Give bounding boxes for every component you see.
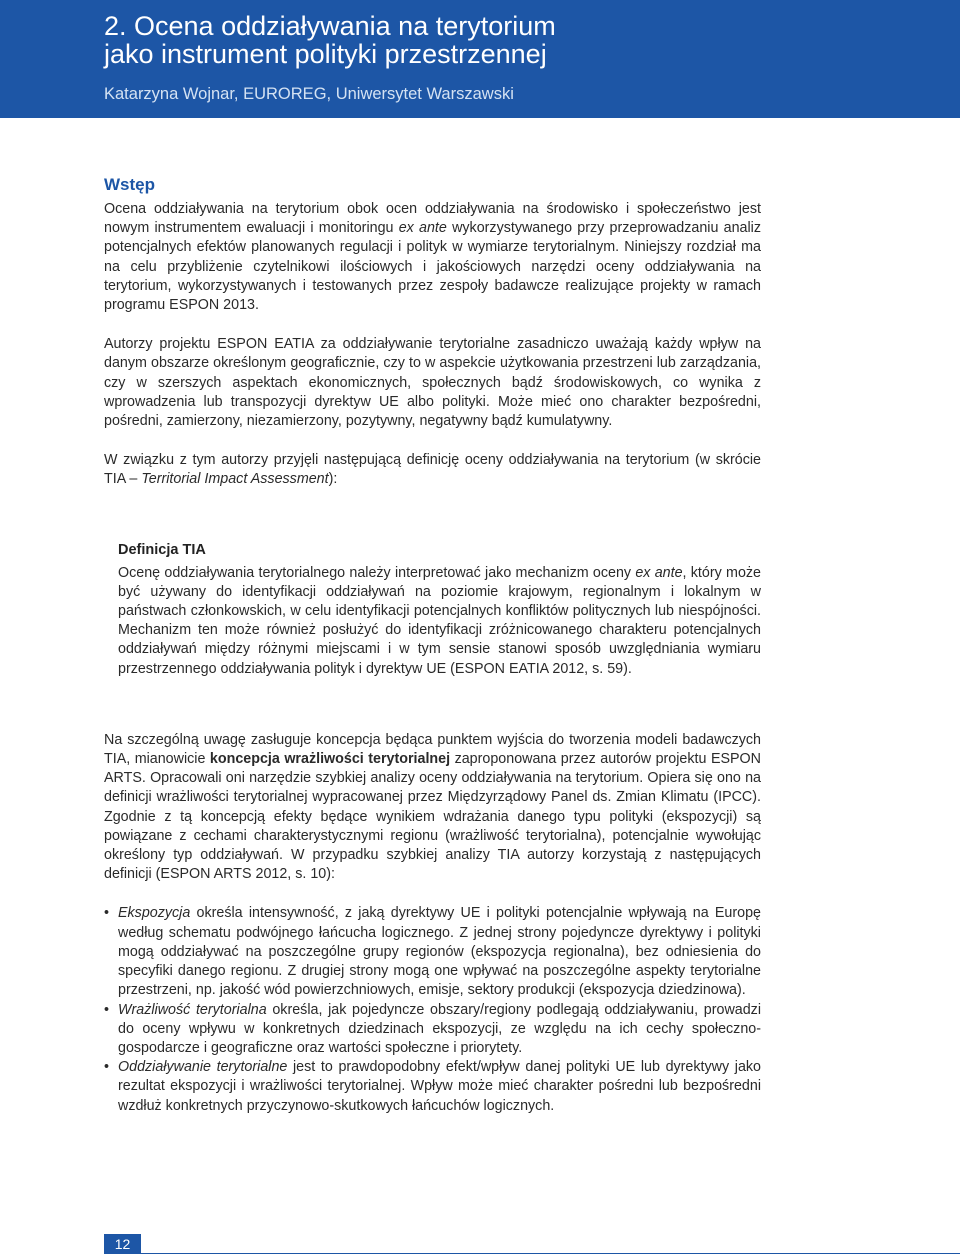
list-item	[104, 1001, 761, 1059]
list-item-text: określa, jak pojedyncze obszary/regiony podlegają oddziaływaniu, prowadzi do oceny wpływu w konkretnych dziedzinach ekspozycji, ze względu na ich cechy społeczno-gospodarcze i geograficzne oraz wartości społeczne i priorytety.	[118, 1001, 761, 1056]
intro-p1-emphasis: ex ante	[398, 220, 447, 237]
intro-p3-text-a: W związku z tym autorzy przyjęli następującą definicję oceny oddziaływania na terytorium (w skrócie TIA –	[104, 452, 761, 488]
list-item	[104, 904, 761, 1000]
definition-box	[118, 540, 761, 679]
list-item-term: Oddziaływanie terytorialne	[118, 1059, 288, 1076]
chapter-title	[104, 12, 924, 68]
list-item-text: jest to prawdopodobny efekt/wpływ danej polityki UE lub dyrektywy jako rezultat ekspozycji i wrażliwości terytorialnej. Wpływ może mieć charakter pośredni lub bezpośredni wzdłuż konkretnych przyczynowo-skutkowych łańcuchów logicznych.	[118, 1059, 761, 1114]
page-number: 12	[104, 1234, 141, 1254]
footer-rule	[141, 1253, 960, 1254]
intro-p3-text-b: ):	[328, 471, 338, 488]
arts-text-a: Na szczególną uwagę zasługuje koncepcja będąca punktem wyjścia do tworzenia modeli badawczych TIA, mianowicie	[104, 731, 761, 768]
intro-p1-text-a: Ocena oddziaływania na terytorium obok ocen oddziaływania na środowisko i społeczeństwo jest nowym instrumentem ewaluacji i monitoringu	[104, 201, 761, 237]
arts-text-b: zaproponowana przez autorów projektu ESPON ARTS. Opracowali oni narzędzie szybkiej analizy oceny oddziaływania na terytorium. Opiera się ono na definicji wrażliwości terytorialnej wypracowanej przez Międzyrządowy Panel ds. Zmian Klimatu (IPCC). Zgodnie z tą koncepcją efekty będące wynikiem wdrażania danego typu polityki (ekspozycji) są powiązane z cechami charakterystycznymi regionu (wrażliwość terytorialna), potencjalnie wywołując określony typ oddziaływań. W przypadku szybkiej analizy TIA autorzy korzystają z następujących definicji (ESPON ARTS 2012, s. 10):	[104, 751, 761, 883]
intro-paragraph-2: Autorzy projektu ESPON EATIA za oddziaływanie terytorialne zasadniczo uważają każdy wpływ na danym obszarze określonym geograficznie, czy to w aspekcie użytkowania przestrzeni lub zarządzania, czy w szerszych aspektach ekonomicznych, społecznych bądź środowiskowych, co wynika z wprowadzenia lub transpozycji dyrektyw UE albo polityki. Może mieć ono charakter bezpośredni, pośredni, zamierzony, niezamierzony, pozytywny, negatywny bądź kumulatywny.	[104, 336, 761, 430]
definition-emphasis: ex ante	[635, 564, 683, 581]
definitions-list	[104, 904, 761, 1115]
intro-paragraph-1	[104, 200, 761, 315]
chapter-title-line-1: 2. Ocena oddziaływania na terytorium	[104, 11, 556, 41]
arts-strong: koncepcja wrażliwości terytorialnej	[209, 751, 451, 768]
arts-paragraph	[104, 731, 761, 885]
list-item-term: Ekspozycja	[118, 905, 191, 922]
intro-paragraph-3	[104, 451, 761, 489]
chapter-body	[104, 174, 761, 1116]
intro-p1-text-b: wykorzystywanego przy przeprowadzaniu analiz potencjalnych efektów planowanych regulacji i polityk w wymiarze terytorialnym. Niniejszy rozdział ma na celu przybliżenie czytelnikowi ilościowych i jakościowych narzędzi oceny oddziaływania na terytorium, wykorzystywanych i testowanych przez zespoły badawcze realizujące projekty w ramach programu ESPON 2013.	[104, 220, 761, 314]
chapter-header	[0, 0, 960, 118]
definition-text	[118, 564, 761, 679]
definition-text-a: Ocenę oddziaływania terytorialnego należy interpretować jako mechanizm oceny	[118, 564, 636, 581]
list-item	[104, 1058, 761, 1116]
list-item-text: określa intensywność, z jaką dyrektywy UE i polityki potencjalnie wpływają na Europę według schematu podwójnego łańcucha logicznego. Z jednej strony pojedyncze dyrektywy i polityki mogą oddziaływać na poszczególne grupy regionów (ekspozycja regionalna), bez odniesienia do specyfiki danego regionu. Z drugiej strony mogą one wpływać na poszczególne aspekty terytorialne przestrzeni, np. jakość wód powierzchniowych, emisje, sektory produkcji (ekspozycja dziedzinowa).	[118, 905, 761, 999]
chapter-author: Katarzyna Wojnar, EUROREG, Uniwersytet Warszawski	[104, 85, 514, 103]
definition-heading: Definicja TIA	[118, 541, 206, 558]
chapter-title-line-2: jako instrument polityki przestrzennej	[104, 39, 547, 69]
definition-text-b: , który może być używany do identyfikacji oddziaływań na poziomie krajowym, regionalnym i lokalnym w państwach członkowskich, w celu identyfikacji potencjalnych konfliktów politycznych lub niespójności. Mechanizm ten może również posłużyć do identyfikacji zróżnicowanego charakteru potencjalnych oddziaływań między różnymi miejscami i w tym sensie stanowi sposób uwzględniania wymiaru przestrzennego oddziaływania polityk i dyrektyw UE (ESPON EATIA 2012, s. 59).	[118, 564, 761, 677]
list-item-term: Wrażliwość terytorialna	[118, 1001, 267, 1018]
intro-p3-emphasis: Territorial Impact Assessment	[141, 471, 329, 488]
section-heading-intro: Wstęp	[104, 175, 155, 194]
